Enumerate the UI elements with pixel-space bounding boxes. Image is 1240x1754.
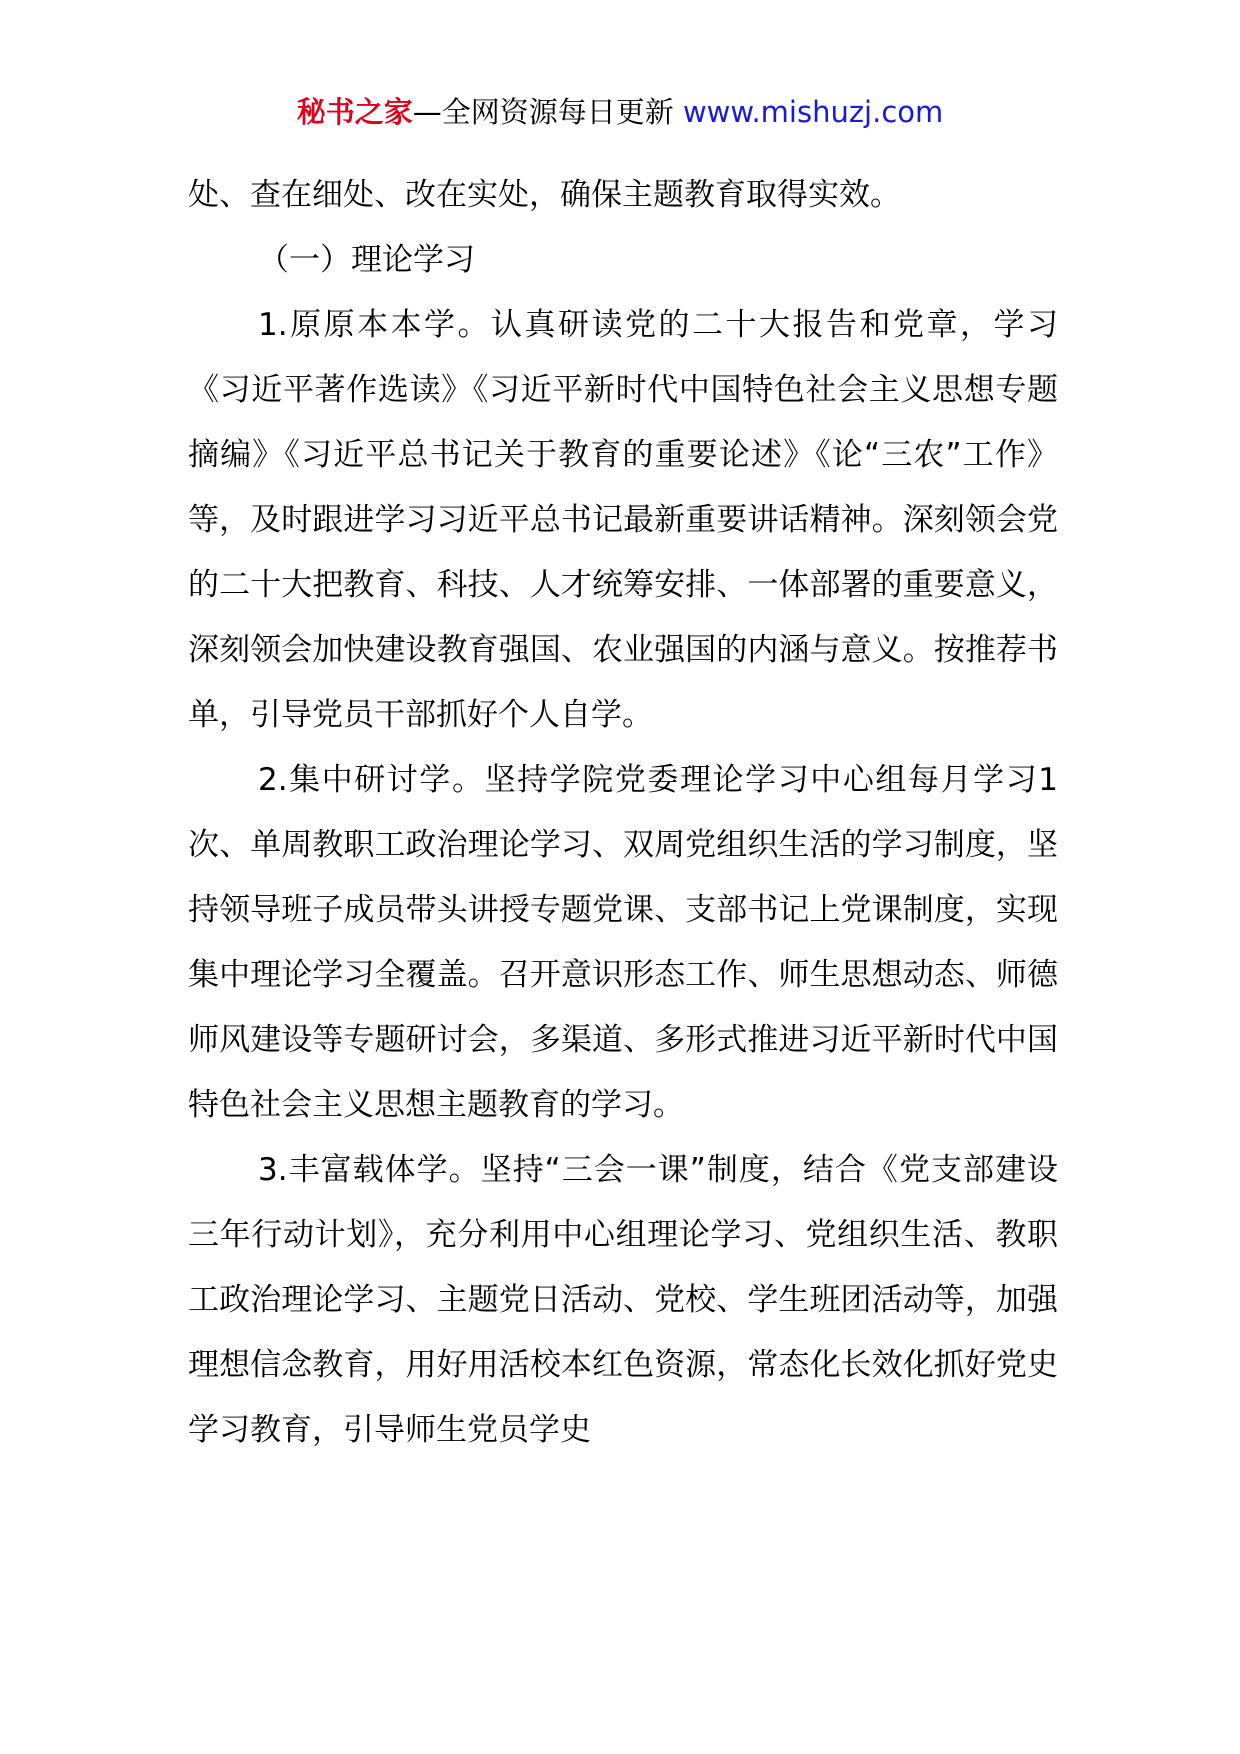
site-watermark-header	[0, 92, 1240, 132]
paragraph-item-2: 2.集中研讨学。坚持学院党委理论学习中心组每月学习1次、单周教职工政治理论学习、双周党组织生活的学习制度，坚持领导班子成员带头讲授专题党课、支部书记上党课制度，实现集中理论学习全覆盖。召开意识形态工作、师生思想动态、师德师风建设等专题研讨会，多渠道、多形式推进习近平新时代中国特色社会主义思想主题教育的学习。	[188, 762, 1058, 1123]
paragraph-item-3: 3.丰富载体学。坚持“三会一课”制度，结合《党支部建设三年行动计划》，充分利用中心组理论学习、党组织生活、教职工政治理论学习、主题党日活动、党校、学生班团活动等，加强理想信念教育，用好用活校本红色资源，常态化长效化抓好党史学习教育，引导师生党员学史	[188, 1152, 1058, 1448]
site-url[interactable]: www.mishuzj.com	[682, 95, 944, 129]
document-body	[188, 163, 1058, 1463]
site-tagline: —全网资源每日更新	[412, 95, 674, 129]
section-heading-theory-study: （一）理论学习	[258, 242, 475, 278]
paragraph-item-1: 1.原原本本学。认真研读党的二十大报告和党章，学习《习近平著作选读》《习近平新时代中国特色社会主义思想专题摘编》《习近平总书记关于教育的重要论述》《论“三农”工作》等，及时跟进学习习近平总书记最新重要讲话精神。深刻领会党的二十大把教育、科技、人才统筹安排、一体部署的重要意义，深刻领会加快建设教育强国、农业强国的内涵与意义。按推荐书单，引导党员干部抓好个人自学。	[188, 307, 1058, 733]
paragraph-continuation: 处、查在细处、改在实处，确保主题教育取得实效。	[188, 177, 901, 213]
site-brand: 秘书之家	[296, 95, 413, 129]
